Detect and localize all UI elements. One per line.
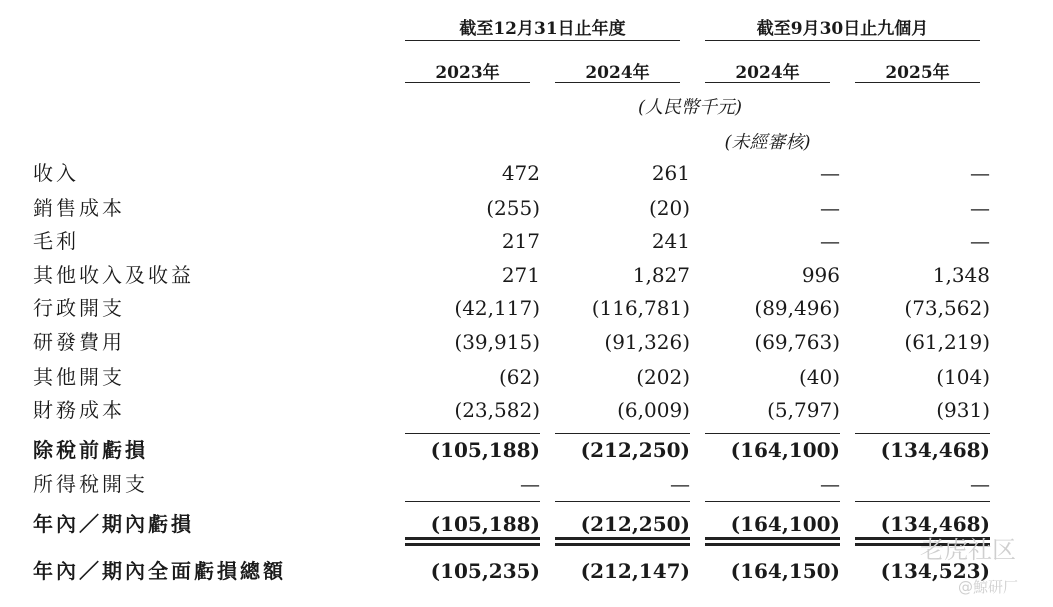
row-value-col0: (105,235) [430,559,540,583]
table-row [0,468,1053,500]
row-label-container [33,394,385,426]
row-value-col3: — [970,472,990,496]
header-year-rule [405,82,530,83]
row-value-col3: — [970,229,990,253]
row-value-col3: 1,348 [932,263,990,287]
total-double-rule [705,537,840,540]
row-label-container [33,192,385,224]
subtotal-rule [705,501,840,502]
header-group-nine-months: 截至9月30日止九個月 [756,19,929,39]
header-year-rule [555,82,680,83]
row-label-container [33,157,385,189]
table-row [0,157,1053,189]
table-row [0,555,1053,587]
row-value-col3: (104) [936,365,990,389]
table-row [0,361,1053,393]
row-label-container [33,434,385,466]
row-label: 其他收入及收益 [33,263,194,287]
row-value-col1: 241 [651,229,690,253]
row-value-col0: 472 [501,161,540,185]
row-value-col0: (105,188) [430,438,540,462]
total-double-rule [555,543,690,546]
row-value-col3: (73,562) [904,296,990,320]
table-row [0,292,1053,324]
watermark-subtext: @鯨研厂 [958,578,1019,596]
subtotal-rule [405,501,540,502]
row-label-container [33,555,385,587]
row-value-col3: (134,468) [880,438,990,462]
row-label: 所得稅開支 [33,472,148,496]
row-label: 年內／期內全面虧損總額 [33,559,286,583]
row-value-col1: (212,147) [580,559,690,583]
row-label: 其他開支 [33,365,125,389]
row-value-col1: — [670,472,690,496]
row-value-col2: — [820,472,840,496]
row-value-col2: — [820,196,840,220]
header-year-2024b: 2024年 [735,63,800,83]
row-value-col0: (105,188) [430,512,540,536]
row-label: 財務成本 [33,398,125,422]
subtotal-rule [555,501,690,502]
row-label: 除稅前虧損 [33,438,148,462]
row-value-col0: 217 [501,229,540,253]
row-label-container [33,468,385,500]
row-label-container [33,259,385,291]
row-value-col2: 996 [801,263,840,287]
row-value-col0: (255) [486,196,540,220]
row-value-col2: (69,763) [754,330,840,354]
row-label: 銷售成本 [33,196,125,220]
row-value-col2: (89,496) [754,296,840,320]
row-value-col0: (23,582) [454,398,540,422]
total-double-rule [555,537,690,540]
header-group-annual-rule [405,40,680,41]
row-value-col2: — [820,229,840,253]
row-value-col3: (134,523) [880,559,990,583]
row-value-col3: — [970,161,990,185]
row-value-col1: 261 [651,161,690,185]
header-year-2025: 2025年 [885,63,950,83]
table-row [0,259,1053,291]
row-value-col2: — [820,161,840,185]
table-row [0,394,1053,426]
subtotal-rule [405,433,540,434]
row-label-container [33,361,385,393]
row-label-container [33,326,385,358]
row-label-container [33,292,385,324]
total-double-rule [405,543,540,546]
row-value-col0: (39,915) [454,330,540,354]
watermark-text: 老虎社区 [920,536,1016,564]
row-value-col0: (62) [498,365,540,389]
header-year-rule [705,82,830,83]
row-value-col0: 271 [501,263,540,287]
row-value-col0: — [520,472,540,496]
header-group-nine-months-rule [705,40,980,41]
row-label: 毛利 [33,229,79,253]
row-value-col3: (61,219) [904,330,990,354]
header-year-rule [855,82,980,83]
subtotal-rule [855,501,990,502]
row-value-col1: (212,250) [580,438,690,462]
table-row [0,326,1053,358]
row-value-col3: (134,468) [880,512,990,536]
table-row [0,192,1053,224]
row-value-col3: (931) [936,398,990,422]
table-row [0,434,1053,466]
row-label: 年內／期內虧損 [33,512,194,536]
row-value-col1: 1,827 [632,263,690,287]
row-label: 收入 [33,161,79,185]
row-label: 研發費用 [33,330,125,354]
header-year-2023: 2023年 [435,63,500,83]
row-value-col2: (164,150) [730,559,840,583]
row-value-col1: (6,009) [617,398,690,422]
row-value-col2: (5,797) [767,398,840,422]
row-value-col1: (20) [648,196,690,220]
unaudited-note: (未經審核) [724,132,811,153]
row-label: 行政開支 [33,296,125,320]
row-value-col2: (40) [798,365,840,389]
row-value-col3: — [970,196,990,220]
table-row [0,225,1053,257]
row-label-container [33,225,385,257]
row-value-col2: (164,100) [730,438,840,462]
subtotal-rule [855,433,990,434]
table-row [0,508,1053,540]
row-label-container [33,508,385,540]
total-double-rule [705,543,840,546]
row-value-col2: (164,100) [730,512,840,536]
total-double-rule [405,537,540,540]
row-value-col1: (212,250) [580,512,690,536]
subtotal-rule [555,433,690,434]
subtotal-rule [705,433,840,434]
header-year-2024a: 2024年 [585,63,650,83]
row-value-col1: (202) [636,365,690,389]
row-value-col0: (42,117) [454,296,540,320]
row-value-col1: (91,326) [604,330,690,354]
currency-unit-note: (人民幣千元) [637,97,743,118]
header-group-annual: 截至12月31日止年度 [459,19,626,39]
row-value-col1: (116,781) [591,296,690,320]
